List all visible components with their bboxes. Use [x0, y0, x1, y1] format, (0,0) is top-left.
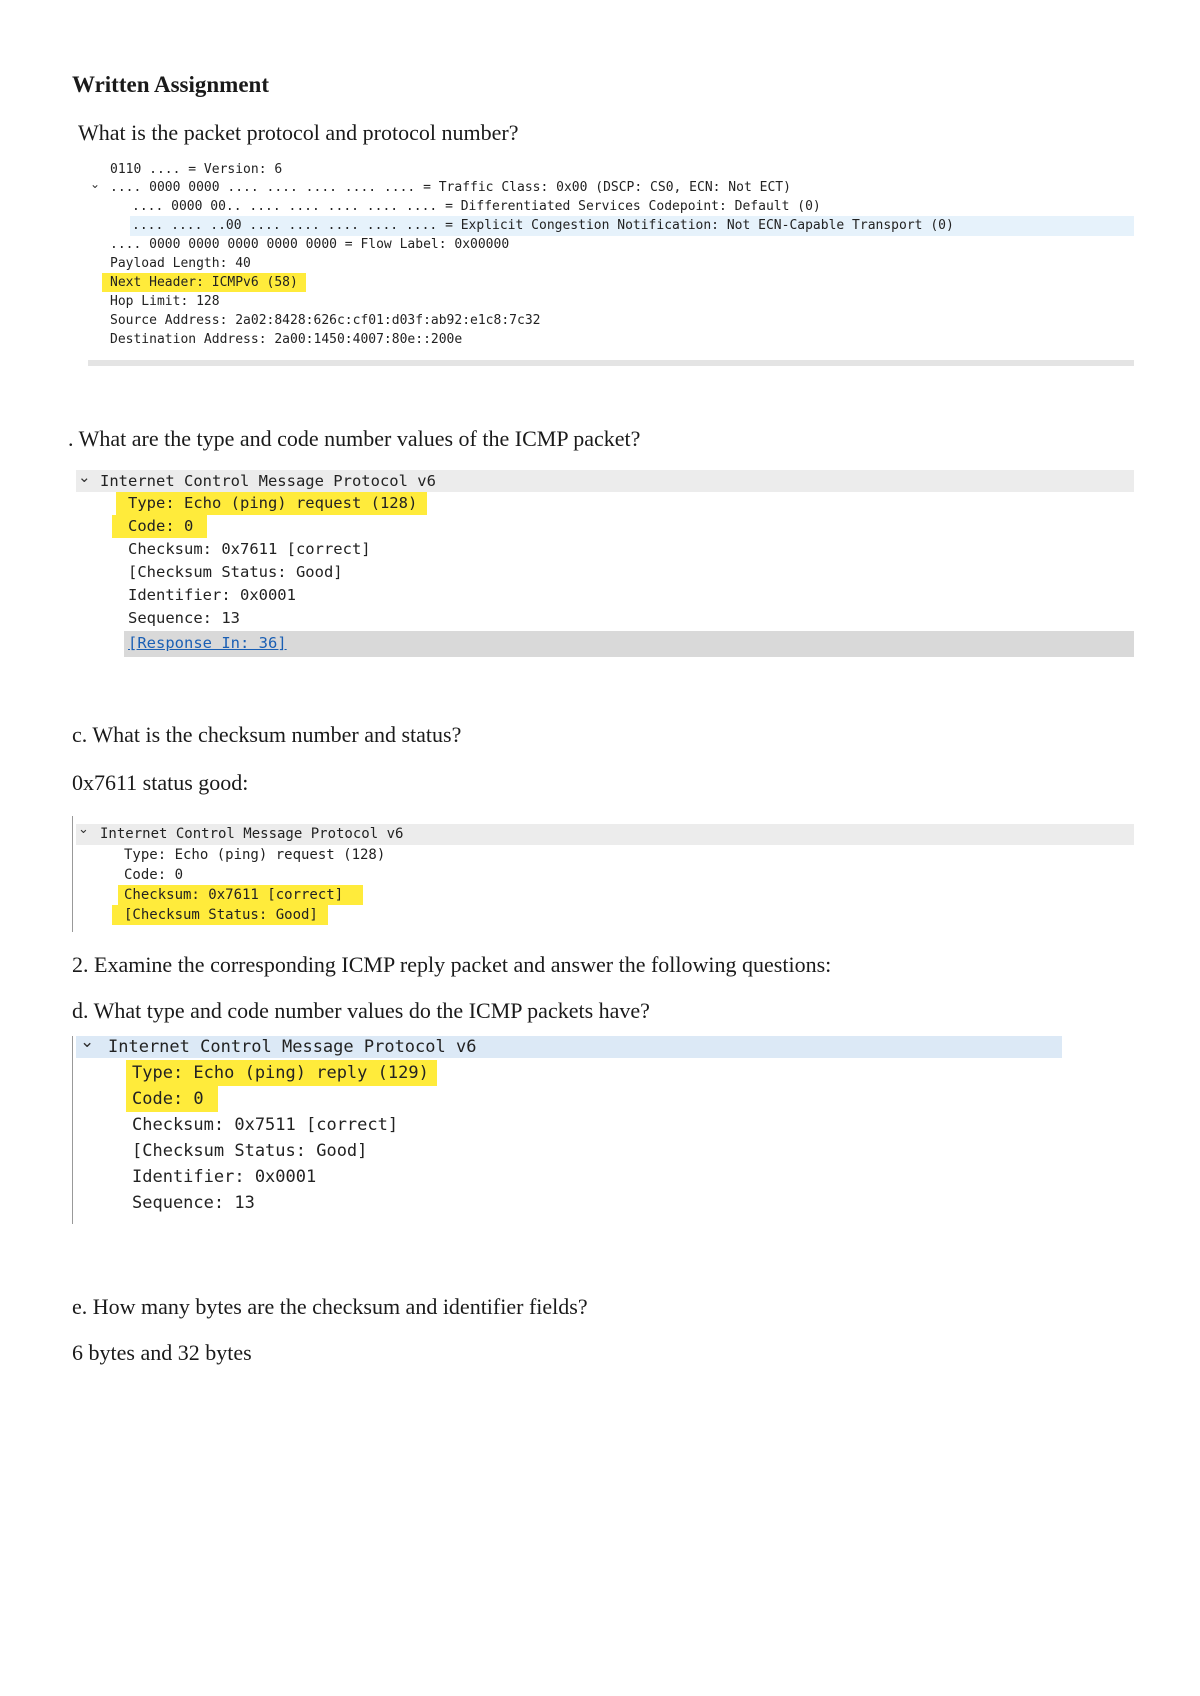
icmp-header[interactable]: Internet Control Message Protocol v6 — [108, 1037, 477, 1057]
code-line[interactable]: Code: 0 — [126, 1086, 218, 1112]
icmp-request-screenshot — [76, 470, 1134, 656]
checksum-status-line[interactable]: [Checksum Status: Good] — [128, 563, 343, 581]
code-line[interactable]: Code: 0 — [112, 515, 207, 538]
dscp-line[interactable]: .... 0000 00.. .... .... .... .... .... = Differentiated Services Codepoint: Default (0) — [132, 199, 821, 214]
icmp-header[interactable]: Internet Control Message Protocol v6 — [100, 826, 404, 842]
version-line: 0110 .... = Version: 6 — [110, 162, 283, 177]
next-header-line[interactable]: Next Header: ICMPv6 (58) — [102, 273, 306, 292]
checksum-status-line[interactable]: [Checksum Status: Good] — [112, 905, 328, 925]
traffic-class-line[interactable]: .... 0000 0000 .... .... .... .... .... = Traffic Class: 0x00 (DSCP: CS0, ECN: Not ECT) — [110, 180, 791, 195]
question-type-code: . What are the type and code number values of the ICMP packet? — [68, 426, 641, 451]
checksum-line[interactable]: Checksum: 0x7611 [correct] — [128, 540, 371, 558]
response-in-link[interactable]: [Response In: 36] — [128, 634, 287, 652]
question-reply-type-code: d. What type and code number values do the ICMP packets have? — [72, 998, 650, 1023]
question-checksum: c. What is the checksum number and status? — [72, 722, 462, 747]
chevron-down-icon[interactable]: ⌄ — [78, 468, 91, 486]
checksum-line[interactable]: Checksum: 0x7611 [correct] — [118, 885, 363, 905]
answer-checksum: 0x7611 status good: — [72, 770, 249, 795]
hop-limit-line[interactable]: Hop Limit: 128 — [110, 294, 220, 309]
type-line[interactable]: Type: Echo (ping) request (128) — [116, 492, 427, 515]
question-protocol: What is the packet protocol and protocol number? — [78, 120, 519, 145]
identifier-line[interactable]: Identifier: 0x0001 — [132, 1167, 317, 1187]
icmp-checksum-screenshot — [72, 816, 1134, 932]
chevron-down-icon[interactable]: ⌄ — [90, 177, 101, 191]
identifier-line[interactable]: Identifier: 0x0001 — [128, 586, 296, 604]
left-border — [72, 816, 73, 932]
code-line[interactable]: Code: 0 — [124, 867, 184, 883]
chevron-down-icon[interactable]: ⌄ — [80, 1032, 95, 1052]
type-line[interactable]: Type: Echo (ping) request (128) — [124, 847, 386, 863]
question-field-sizes: e. How many bytes are the checksum and identifier fields? — [72, 1294, 588, 1319]
source-address-line[interactable]: Source Address: 2a02:8428:626c:cf01:d03f:ab92:e1c8:7c32 — [110, 313, 541, 328]
answer-field-sizes: 6 bytes and 32 bytes — [72, 1340, 252, 1365]
ipv6-header-screenshot — [88, 158, 1134, 364]
flow-label-line[interactable]: .... 0000 0000 0000 0000 0000 = Flow Label: 0x00000 — [110, 237, 510, 252]
payload-length-line[interactable]: Payload Length: 40 — [110, 256, 251, 271]
next-tree-row — [88, 360, 1134, 366]
left-border — [72, 1036, 73, 1224]
sequence-line[interactable]: Sequence: 13 — [132, 1193, 255, 1213]
checksum-status-line[interactable]: [Checksum Status: Good] — [132, 1141, 368, 1161]
destination-address-line[interactable]: Destination Address: 2a00:1450:4007:80e::200e — [110, 332, 463, 347]
question-reply-intro: 2. Examine the corresponding ICMP reply packet and answer the following questions: — [72, 952, 832, 977]
chevron-down-icon[interactable]: ⌄ — [78, 822, 89, 837]
type-line[interactable]: Type: Echo (ping) reply (129) — [126, 1060, 437, 1086]
document-title: Written Assignment — [72, 72, 269, 97]
icmp-header[interactable]: Internet Control Message Protocol v6 — [100, 472, 436, 490]
icmp-reply-screenshot — [72, 1032, 1062, 1224]
checksum-line[interactable]: Checksum: 0x7511 [correct] — [132, 1115, 399, 1135]
sequence-line[interactable]: Sequence: 13 — [128, 609, 240, 627]
ecn-line[interactable]: .... .... ..00 .... .... .... .... .... = Explicit Congestion Notification: Not ECN-Capable Transport (0) — [132, 218, 954, 233]
